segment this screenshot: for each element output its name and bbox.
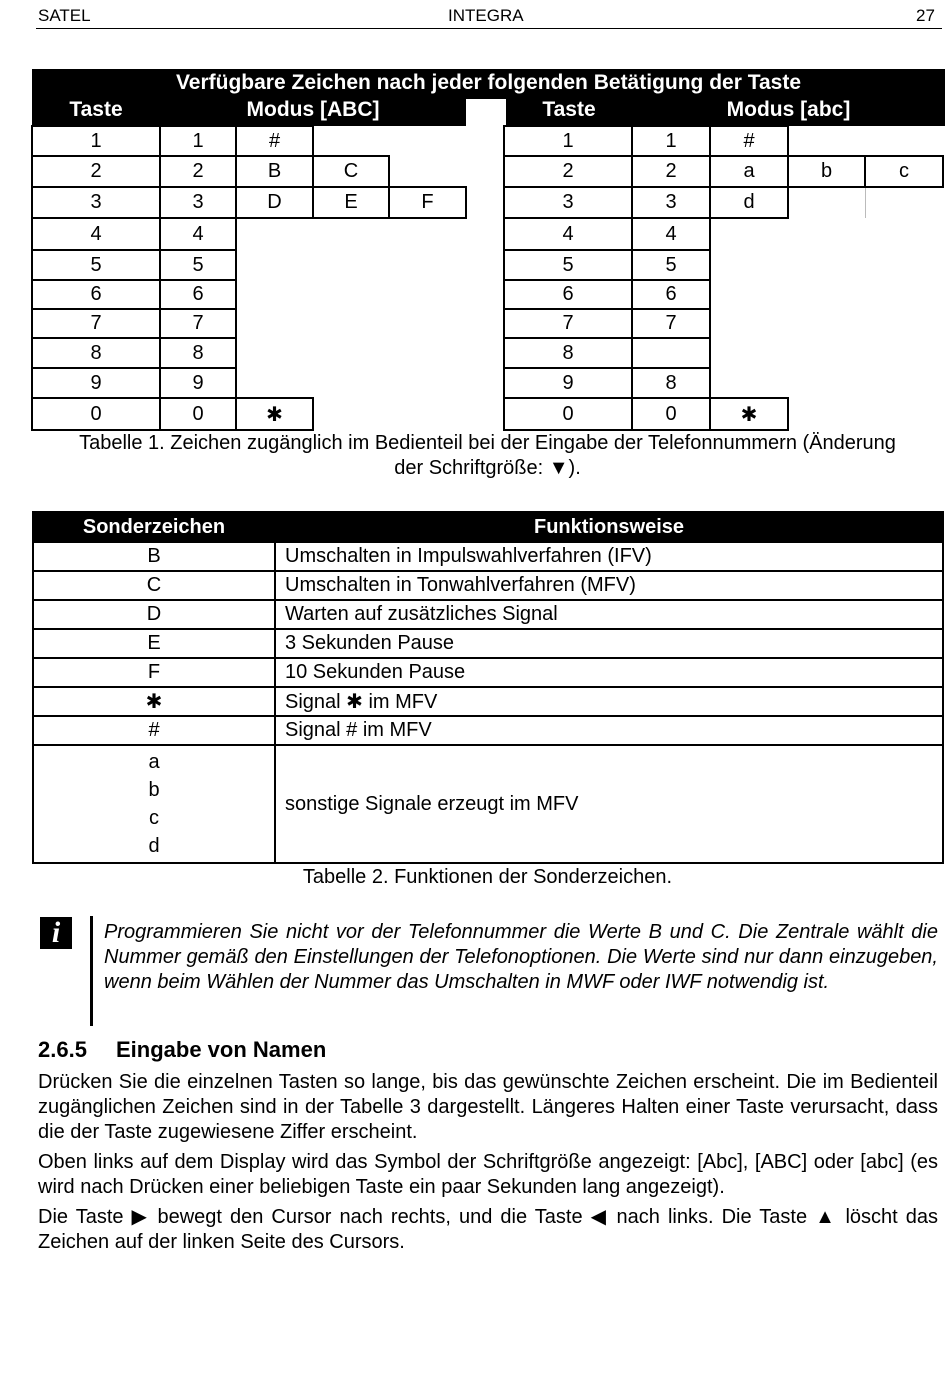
table1-left-cell: 4: [159, 217, 237, 251]
table1-left-cell: 3: [31, 186, 161, 219]
table1-left-cell: 4: [31, 217, 161, 251]
special-char: E: [33, 629, 275, 658]
page-number: 27: [916, 6, 935, 25]
special-char: #: [33, 716, 275, 745]
table1-right-cell: 3: [503, 186, 633, 219]
table1-right-cell: 5: [631, 249, 711, 281]
table1-left-cell: E: [312, 186, 390, 219]
table1-right-cell: 2: [631, 155, 711, 188]
section-heading: [38, 1037, 326, 1063]
char-function: sonstige Signale erzeugt im MFV: [275, 745, 943, 863]
table1-right-cell: 8: [631, 367, 711, 399]
table1-right-cell: 4: [503, 217, 633, 251]
table1-left-cell: #: [235, 125, 314, 157]
table1-right-cell: 8: [503, 337, 633, 369]
table1-right-cell: 6: [631, 279, 711, 310]
table1-right-cell: 9: [503, 367, 633, 399]
table1-left-cell: 9: [31, 367, 161, 399]
table2: [32, 511, 944, 864]
table1-left-cell: D: [235, 186, 314, 219]
table1-left-cell: 0: [159, 397, 237, 431]
table1-left-cell: ✱: [235, 397, 314, 431]
table1-left-cell: 2: [159, 155, 237, 188]
table-row: [33, 658, 943, 687]
header-left: SATEL: [38, 6, 91, 25]
special-char: c: [149, 807, 159, 829]
table1-caption-line2: der Schriftgröße: ▼).: [394, 457, 581, 479]
table1-header-title: Verfügbare Zeichen nach jeder folgenden Betätigung der Taste: [175, 71, 802, 94]
paragraph-3: Die Taste ▶ bewegt den Cursor nach rechts, und die Taste ◀ nach links. Die Taste ▲ löscht das Zeichen auf der linken Seite des Cursors.: [38, 1206, 938, 1253]
char-function: 10 Sekunden Pause: [275, 658, 943, 687]
table1-left-cell: 5: [159, 249, 237, 281]
table1-right-cell: 0: [503, 397, 633, 431]
table1-right-cell: 3: [631, 186, 711, 219]
char-function: 3 Sekunden Pause: [275, 629, 943, 658]
special-char: a: [148, 751, 160, 773]
table1-right-cell: 7: [503, 308, 633, 339]
special-char: ✱: [33, 687, 275, 716]
char-function: Umschalten in Impulswahlverfahren (IFV): [275, 542, 943, 571]
table1-right-cell: 6: [503, 279, 633, 310]
table1-right-mode-label: Modus [abc]: [726, 98, 851, 121]
table1-right-cell: #: [709, 125, 789, 157]
table1-right-cell: 5: [503, 249, 633, 281]
table-row: [33, 687, 943, 716]
table1-left-cell: 9: [159, 367, 237, 399]
table1-left-cell: 7: [31, 308, 161, 339]
char-function: Warten auf zusätzliches Signal: [275, 600, 943, 629]
special-char: B: [33, 542, 275, 571]
paragraph-2: Oben links auf dem Display wird das Symbol der Schriftgröße angezeigt: [Abc], [ABC] oder [abc] (es wird nach Drücken einer beliebigen Taste ein paar Sekunden lang angezeigt).: [38, 1151, 938, 1198]
special-char: b: [148, 779, 160, 801]
table-row: [33, 571, 943, 600]
table1-right-cell: b: [787, 155, 866, 188]
table1-right-key-label: Taste: [542, 98, 596, 121]
header-rule: [36, 28, 942, 29]
table1-left-cell: 8: [31, 337, 161, 369]
table-row: [33, 716, 943, 745]
table1-right-cell: 1: [503, 125, 633, 157]
table1-left-cell: 1: [159, 125, 237, 157]
table1-left-cell: 5: [31, 249, 161, 281]
char-function: Signal ✱ im MFV: [275, 687, 943, 716]
table1-left-cell: 0: [31, 397, 161, 431]
header-center: INTEGRA: [448, 6, 524, 25]
table2-col1-header: Sonderzeichen: [33, 512, 275, 542]
table1-left-cell: 6: [31, 279, 161, 310]
note-bar: [90, 916, 93, 1026]
table1-left-cell: 8: [159, 337, 237, 369]
special-char: C: [33, 571, 275, 600]
special-char: D: [33, 600, 275, 629]
special-char: F: [33, 658, 275, 687]
table1-right-cell: 0: [631, 397, 711, 431]
table2-col2-header: Funktionsweise: [275, 512, 943, 542]
note-text: Programmieren Sie nicht vor der Telefonnummer die Werte B und C. Die Zentrale wählt die Nummer gemäß den Einstellungen der Telefonoptionen. Die Werte sind nur dann einzugeben, wenn beim Wählen der Nummer das Umschalten in MWF oder IWF notwendig ist.: [104, 921, 938, 993]
table1-right-cell: d: [709, 186, 789, 219]
special-char-group: [33, 745, 275, 863]
table1-left-cell: B: [235, 155, 314, 188]
table-row: [33, 542, 943, 571]
table1-right-cell: 4: [631, 217, 711, 251]
table1-left-key-label: Taste: [69, 98, 123, 121]
table1-caption-line1: Tabelle 1. Zeichen zugänglich im Bedienteil bei der Eingabe der Telefonnummern (Änderung: [79, 432, 896, 454]
table1-left-cell: 3: [159, 186, 237, 219]
table2-caption: Tabelle 2. Funktionen der Sonderzeichen.: [302, 866, 673, 888]
table1-left-cell: F: [388, 186, 467, 219]
table1-left-cell: 1: [31, 125, 161, 157]
table1-gridline: [865, 188, 866, 218]
paragraph-1: Drücken Sie die einzelnen Tasten so lange, bis das gewünschte Zeichen erscheint. Die im Bedienteil zugänglichen Zeichen sind in der Tabelle 3 dargestellt. Längeres Halten einer Taste verursacht, dass die der Taste zugewiesene Ziffer erscheint.: [38, 1071, 938, 1143]
table1-left-mode-label: Modus [ABC]: [246, 98, 380, 121]
table1-left-cell: C: [312, 155, 390, 188]
table1-right-cell: ✱: [709, 397, 789, 431]
char-function: Umschalten in Tonwahlverfahren (MFV): [275, 571, 943, 600]
table1-right-cell: c: [864, 155, 944, 188]
table-row: [33, 629, 943, 658]
section-number: 2.6.5: [38, 1037, 87, 1062]
table1-left-cell: 6: [159, 279, 237, 310]
table1-right-cell: [631, 337, 711, 369]
table1-right-cell: 2: [503, 155, 633, 188]
table1-right-cell: 7: [631, 308, 711, 339]
table-row: [33, 600, 943, 629]
table1-right-cell: a: [709, 155, 789, 188]
table1-left-cell: 2: [31, 155, 161, 188]
char-function: Signal # im MFV: [275, 716, 943, 745]
section-title: Eingabe von Namen: [116, 1037, 327, 1062]
special-char: d: [148, 835, 160, 857]
table1-right-cell: 1: [631, 125, 711, 157]
info-icon: i: [40, 917, 72, 949]
table-row: [33, 745, 943, 863]
table1-left-cell: 7: [159, 308, 237, 339]
